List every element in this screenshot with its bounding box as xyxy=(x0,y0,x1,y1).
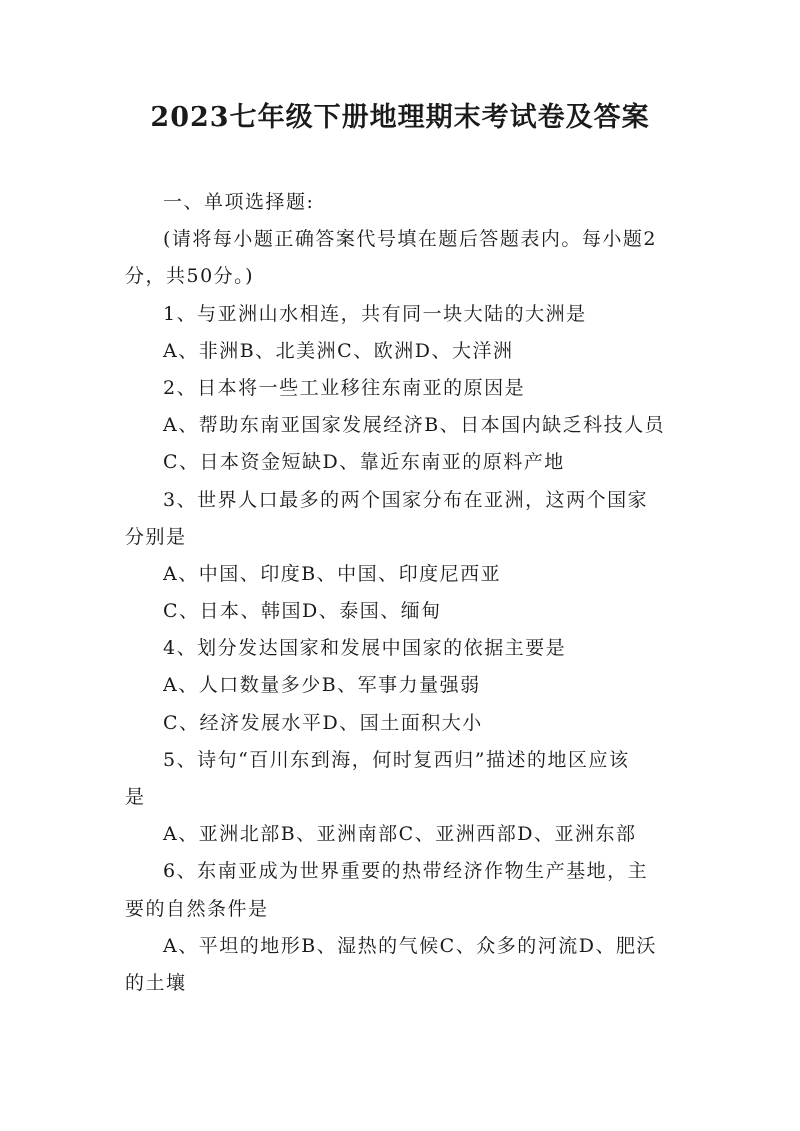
text-line: 2、日本将一些工业移往东南亚的原因是 xyxy=(163,376,526,399)
text-line: C、日本、韩国D、泰国、缅甸 xyxy=(163,600,442,623)
text-line: A、平坦的地形B、湿热的气候C、众多的河流D、肥沃 xyxy=(163,934,657,957)
text-line: 分，共50分。) xyxy=(125,265,255,288)
text-line: 的土壤 xyxy=(125,971,187,994)
text-line: 4、划分发达国家和发展中国家的依据主要是 xyxy=(163,637,567,660)
text-line: A、非洲B、北美洲C、欧洲D、大洋洲 xyxy=(163,339,514,362)
text-line: C、经济发展水平D、国土面积大小 xyxy=(163,711,483,734)
text-line: A、帮助东南亚国家发展经济B、日本国内缺乏科技人员 xyxy=(163,414,666,437)
text-line: A、亚洲北部B、亚洲南部C、亚洲西部D、亚洲东部 xyxy=(163,823,637,846)
text-line: 一、单项选择题: xyxy=(163,191,315,213)
text-line: C、日本资金短缺D、靠近东南亚的原料产地 xyxy=(163,451,565,474)
text-line: 1、与亚洲山水相连，共有同一块大陆的大洲是 xyxy=(163,302,587,325)
text-line: 是 xyxy=(125,786,146,808)
document-title: 2023七年级下册地理期末考试卷及答案 xyxy=(150,102,650,133)
document-body xyxy=(125,184,685,1002)
text-line: 6、东南亚成为世界重要的热带经济作物生产基地，主 xyxy=(163,860,649,883)
text-line: A、中国、印度B、中国、印度尼西亚 xyxy=(163,562,502,585)
text-line: 要的自然条件是 xyxy=(125,897,269,920)
text-line: 5、诗句“百川东到海，何时复西归”描述的地区应该 xyxy=(163,748,630,771)
text-line: 3、世界人口最多的两个国家分布在亚洲，这两个国家 xyxy=(163,488,649,511)
text-line: (请将每小题正确答案代号填在题后答题表内。每小题2 xyxy=(163,228,658,251)
text-line: A、人口数量多少B、军事力量强弱 xyxy=(163,674,481,697)
text-line: 分别是 xyxy=(125,525,187,548)
